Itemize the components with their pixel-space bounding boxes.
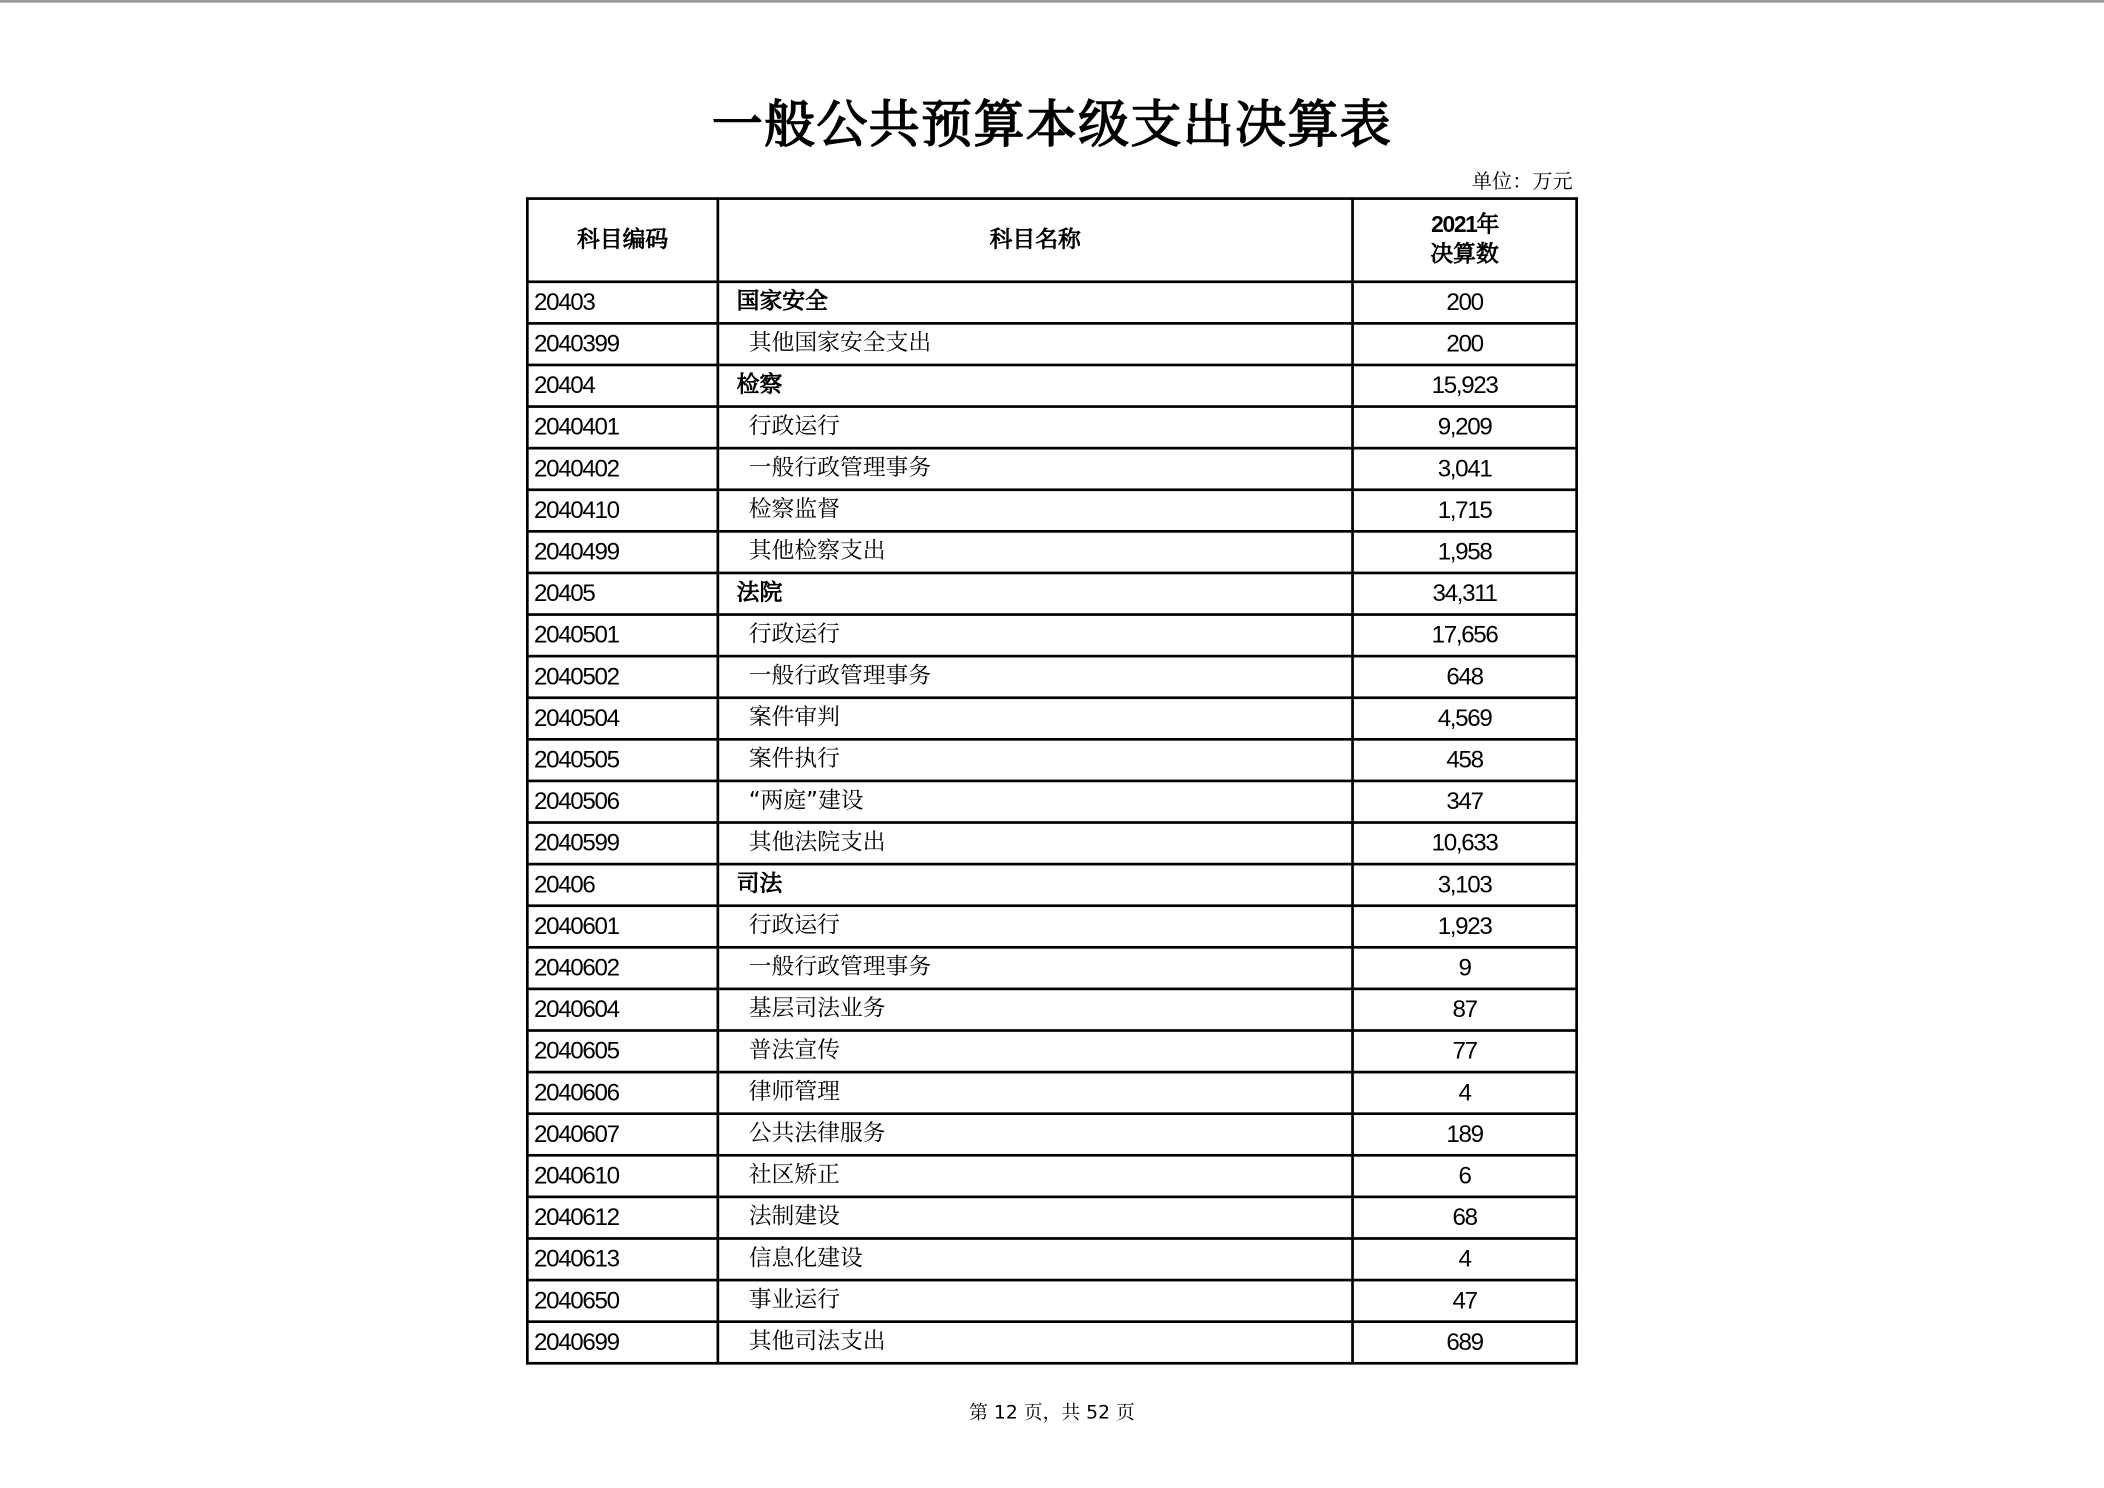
- row-code: 2040602: [527, 947, 718, 989]
- row-amount: 15,923: [1353, 365, 1577, 407]
- row-amount: 6: [1353, 1155, 1577, 1197]
- row-amount: 189: [1353, 1114, 1577, 1156]
- row-code: 2040402: [527, 448, 718, 490]
- row-code: 20406: [527, 864, 718, 906]
- row-code: 2040601: [527, 906, 718, 948]
- row-amount: 4,569: [1353, 698, 1577, 740]
- row-amount: 1,923: [1353, 906, 1577, 948]
- table-row: [527, 1280, 1576, 1322]
- row-code: 2040399: [527, 323, 718, 365]
- table-row: [527, 739, 1576, 781]
- row-amount: 9: [1353, 947, 1577, 989]
- header-name: 科目名称: [718, 199, 1353, 282]
- row-amount: 648: [1353, 656, 1577, 698]
- table-row: [527, 323, 1576, 365]
- row-code: 2040502: [527, 656, 718, 698]
- table-row: [527, 1031, 1576, 1073]
- table-row: [527, 698, 1576, 740]
- table-row: [527, 615, 1576, 657]
- row-code: 2040599: [527, 823, 718, 865]
- budget-table: [526, 197, 1578, 1364]
- row-amount: 87: [1353, 989, 1577, 1031]
- table-body: [527, 282, 1576, 1363]
- row-code: 2040650: [527, 1280, 718, 1322]
- page-title: 一般公共预算本级支出决算表: [711, 95, 1393, 155]
- table-row: [527, 947, 1576, 989]
- table-row: [527, 823, 1576, 865]
- row-amount: 458: [1353, 739, 1577, 781]
- table-row: [527, 531, 1576, 573]
- header-amount-label: 决算数: [1430, 241, 1499, 269]
- row-amount: 200: [1353, 282, 1577, 324]
- row-code: 20403: [527, 282, 718, 324]
- table-row: [527, 490, 1576, 532]
- row-amount: 4: [1353, 1238, 1577, 1280]
- row-name: 其他检察支出: [718, 531, 1353, 573]
- header-amount-year: 2021年: [1431, 212, 1498, 238]
- unit-label: 单位：万元: [1471, 169, 1573, 194]
- row-name: 社区矫正: [718, 1155, 1353, 1197]
- row-amount: 34,311: [1353, 573, 1577, 615]
- row-name: 公共法律服务: [718, 1114, 1353, 1156]
- row-name: 其他国家安全支出: [718, 323, 1353, 365]
- row-name: 行政运行: [718, 615, 1353, 657]
- row-name: 律师管理: [718, 1072, 1353, 1114]
- row-name: 基层司法业务: [718, 989, 1353, 1031]
- row-amount: 47: [1353, 1280, 1577, 1322]
- row-code: 2040612: [527, 1197, 718, 1239]
- row-code: 2040401: [527, 407, 718, 449]
- row-name: “两庭”建设: [718, 781, 1353, 823]
- row-code: 2040610: [527, 1155, 718, 1197]
- table-row: [527, 1155, 1576, 1197]
- table-row: [527, 573, 1576, 615]
- table-row: [527, 906, 1576, 948]
- row-name: 法院: [718, 573, 1353, 615]
- row-code: 2040410: [527, 490, 718, 532]
- row-amount: 17,656: [1353, 615, 1577, 657]
- row-name: 一般行政管理事务: [718, 656, 1353, 698]
- table-row: [527, 1322, 1576, 1364]
- row-name: 检察监督: [718, 490, 1353, 532]
- row-name: 行政运行: [718, 906, 1353, 948]
- row-code: 2040499: [527, 531, 718, 573]
- row-amount: 347: [1353, 781, 1577, 823]
- row-code: 2040606: [527, 1072, 718, 1114]
- row-name: 一般行政管理事务: [718, 448, 1353, 490]
- table-row: [527, 656, 1576, 698]
- row-code: 2040604: [527, 989, 718, 1031]
- table-row: [527, 1114, 1576, 1156]
- row-amount: 3,103: [1353, 864, 1577, 906]
- row-amount: 68: [1353, 1197, 1577, 1239]
- row-name: 检察: [718, 365, 1353, 407]
- table-row: [527, 365, 1576, 407]
- row-name: 法制建设: [718, 1197, 1353, 1239]
- row-amount: 3,041: [1353, 448, 1577, 490]
- row-amount: 1,715: [1353, 490, 1577, 532]
- row-code: 2040607: [527, 1114, 718, 1156]
- row-amount: 9,209: [1353, 407, 1577, 449]
- row-code: 2040613: [527, 1238, 718, 1280]
- row-code: 2040506: [527, 781, 718, 823]
- row-name: 一般行政管理事务: [718, 947, 1353, 989]
- header-amount: [1353, 199, 1577, 282]
- row-name: 案件执行: [718, 739, 1353, 781]
- row-code: 2040699: [527, 1322, 718, 1364]
- row-name: 其他法院支出: [718, 823, 1353, 865]
- row-code: 2040501: [527, 615, 718, 657]
- row-amount: 77: [1353, 1031, 1577, 1073]
- row-code: 2040505: [527, 739, 718, 781]
- row-code: 2040605: [527, 1031, 718, 1073]
- page-footer: 第 12 页，共 52 页: [969, 1402, 1135, 1424]
- row-name: 事业运行: [718, 1280, 1353, 1322]
- row-name: 行政运行: [718, 407, 1353, 449]
- row-amount: 4: [1353, 1072, 1577, 1114]
- row-name: 其他司法支出: [718, 1322, 1353, 1364]
- row-name: 案件审判: [718, 698, 1353, 740]
- row-name: 信息化建设: [718, 1238, 1353, 1280]
- row-amount: 10,633: [1353, 823, 1577, 865]
- row-name: 普法宣传: [718, 1031, 1353, 1073]
- row-code: 20405: [527, 573, 718, 615]
- table-row: [527, 448, 1576, 490]
- row-amount: 1,958: [1353, 531, 1577, 573]
- row-amount: 689: [1353, 1322, 1577, 1364]
- top-border-line: [0, 0, 2104, 3]
- table-row: [527, 1238, 1576, 1280]
- table-row: [527, 781, 1576, 823]
- table-header-row: [527, 199, 1576, 282]
- row-code: 20404: [527, 365, 718, 407]
- header-code: 科目编码: [527, 199, 718, 282]
- row-amount: 200: [1353, 323, 1577, 365]
- table-row: [527, 1072, 1576, 1114]
- table-row: [527, 407, 1576, 449]
- table-row: [527, 989, 1576, 1031]
- table-row: [527, 282, 1576, 324]
- row-name: 司法: [718, 864, 1353, 906]
- row-name: 国家安全: [718, 282, 1353, 324]
- table-row: [527, 1197, 1576, 1239]
- row-code: 2040504: [527, 698, 718, 740]
- table-row: [527, 864, 1576, 906]
